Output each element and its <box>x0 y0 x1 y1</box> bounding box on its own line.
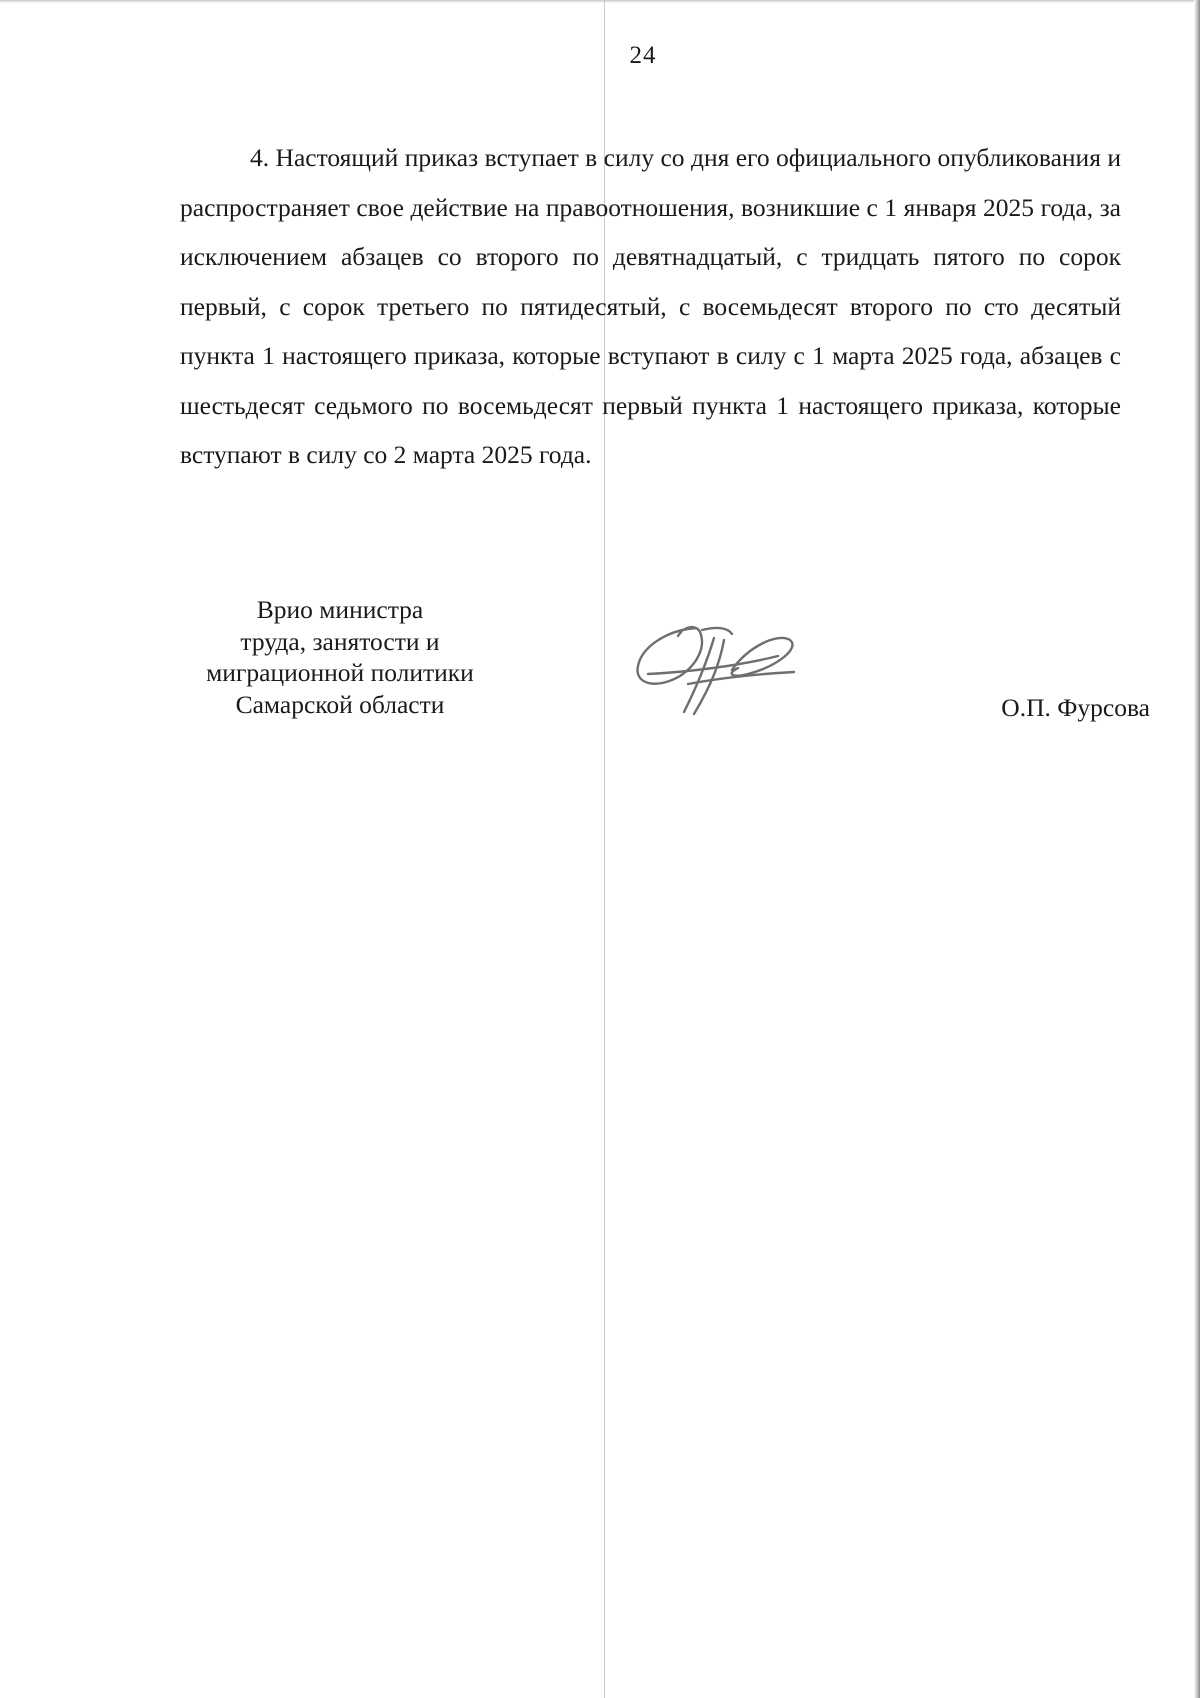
signer-name: О.П. Фурсова <box>1001 693 1150 722</box>
paragraph-4: 4. Настоящий приказ вступает в силу со дня его официального опубликования и распространяет свое действие на правоотношения, возникшие с 1 января 2025 года, за исключением абзацев со второго по девятнадцатый, с тридцать пятого по сорок первый, с сорок третьего по пятидесятый, с восемьдесят второго по сто десятый пункта 1 настоящего приказа, которые вступают в силу с 1 марта 2025 года, абзацев с шестьдесят седьмого по восемьдесят первый пункта 1 настоящего приказа, которые вступают в силу со 2 марта 2025 года. <box>180 143 1121 469</box>
page-number: 24 <box>629 42 657 69</box>
position-line-2: труда, занятости и <box>240 626 440 656</box>
position-line-4: Самарской области <box>235 689 445 719</box>
signature-position-block <box>180 594 500 720</box>
scan-edge-right <box>1194 0 1200 1698</box>
position-line-1: Врио министра <box>256 595 424 624</box>
scan-edge-top <box>0 0 1200 3</box>
position-line-3: миграционной политики <box>206 658 474 687</box>
handwritten-signature-icon <box>628 618 798 718</box>
